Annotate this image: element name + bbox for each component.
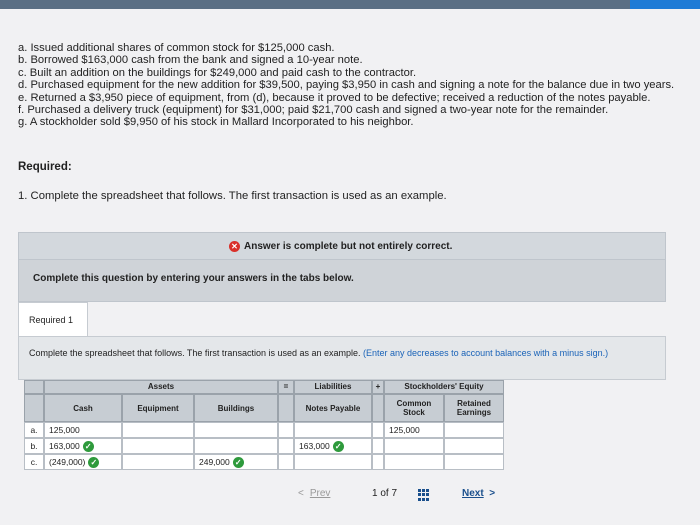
tab-panel — [18, 336, 666, 380]
transaction-g: g. A stockholder sold $9,950 of his stock in Mallard Incorporated to his neighbor. — [18, 116, 414, 129]
next-button[interactable] — [462, 488, 495, 499]
cell-b-cash-value: 163,000 — [49, 441, 80, 451]
answer-status-bar — [18, 232, 666, 260]
tab-label: Required 1 — [29, 315, 74, 325]
cell-c-gap-1 — [278, 454, 294, 470]
check-icon: ✓ — [233, 457, 244, 468]
cell-b-common-stock[interactable] — [384, 438, 444, 454]
cell-a-buildings — [194, 422, 278, 438]
answer-status — [229, 241, 452, 252]
cell-b-retained-earnings[interactable] — [444, 438, 504, 454]
col-cash: Cash — [44, 394, 122, 422]
cell-b-cash[interactable] — [44, 438, 122, 454]
tab-required-1[interactable] — [18, 302, 88, 336]
row-label-a: a. — [24, 422, 44, 438]
top-bar-accent — [630, 0, 700, 9]
page-total: 7 — [391, 488, 398, 499]
prev-label: Prev — [309, 488, 331, 499]
transaction-e: e. Returned a $3,950 piece of equipment, from (d), because it proved to be defective; received a reduction of the notes payable. — [18, 91, 651, 104]
cell-c-notes-payable[interactable] — [294, 454, 372, 470]
panel-instruction-main: Complete the spreadsheet that follows. The first transaction is used as an example. — [29, 348, 361, 358]
col-equipment: Equipment — [122, 394, 194, 422]
panel-instruction-note: (Enter any decreases to account balances with a minus sign.) — [363, 348, 609, 358]
page-of: of — [380, 488, 389, 499]
transaction-d: d. Purchased equipment for the new addition for $39,500, paying $3,950 in cash and signing a note for the balance due in two years. — [18, 79, 675, 92]
header-assets: Assets — [44, 380, 278, 394]
col-notes-payable: Notes Payable — [294, 394, 372, 422]
cell-b-gap-1 — [278, 438, 294, 454]
transaction-a: a. Issued additional shares of common stock for $125,000 cash. — [18, 42, 335, 54]
prev-button[interactable] — [298, 488, 330, 499]
chevron-right-icon: > — [486, 488, 496, 499]
grid-icon[interactable] — [418, 489, 430, 501]
next-label: Next — [462, 488, 484, 499]
check-icon: ✓ — [83, 441, 94, 452]
header-blank — [24, 380, 44, 394]
row-label-c: c. — [24, 454, 44, 470]
cell-b-notes-value: 163,000 — [299, 441, 330, 451]
chevron-left-icon: < — [298, 488, 304, 499]
cell-c-cash-value: (249,000) — [49, 457, 86, 467]
transaction-f: f. Purchased a delivery truck (equipment) for $31,000; paid $21,700 cash and signed a two-year note for the remainder. — [18, 104, 609, 117]
cell-a-gap-1 — [278, 422, 294, 438]
check-icon: ✓ — [88, 457, 99, 468]
col-gap-1 — [278, 394, 294, 422]
header-equity: Stockholders' Equity — [384, 380, 504, 394]
required-1-text: 1. Complete the spreadsheet that follows. The first transaction is used as an example. — [18, 190, 447, 202]
col-common-stock: Common Stock — [384, 394, 444, 422]
instruction-text: Complete this question by entering your answers in the tabs below. — [33, 273, 354, 284]
cell-b-equipment[interactable] — [122, 438, 194, 454]
cell-c-common-stock[interactable] — [384, 454, 444, 470]
header-plus: + — [372, 380, 384, 394]
col-buildings: Buildings — [194, 394, 278, 422]
cell-a-cash: 125,000 — [44, 422, 122, 438]
cell-c-equipment[interactable] — [122, 454, 194, 470]
cell-a-gap-2 — [372, 422, 384, 438]
answer-status-text: Answer is complete but not entirely correct. — [244, 241, 453, 252]
top-bar — [0, 0, 700, 9]
cell-a-retained-earnings — [444, 422, 504, 438]
error-icon: ✕ — [229, 241, 240, 252]
page-current: 1 — [372, 488, 378, 499]
transaction-b: b. Borrowed $163,000 cash from the bank and signed a 10-year note. — [18, 54, 363, 67]
check-icon: ✓ — [333, 441, 344, 452]
cell-b-gap-2 — [372, 438, 384, 454]
transaction-list — [18, 42, 698, 129]
cell-c-buildings-value: 249,000 — [199, 457, 230, 467]
cell-b-notes-payable[interactable] — [294, 438, 372, 454]
row-label-b: b. — [24, 438, 44, 454]
cell-c-buildings[interactable] — [194, 454, 278, 470]
transaction-c: c. Built an addition on the buildings for $249,000 and paid cash to the contractor. — [18, 66, 417, 79]
cell-b-buildings[interactable] — [194, 438, 278, 454]
header-liabilities: Liabilities — [294, 380, 372, 394]
cell-a-equipment — [122, 422, 194, 438]
header-equals: = — [278, 380, 294, 394]
cell-a-common-stock: 125,000 — [384, 422, 444, 438]
cell-c-gap-2 — [372, 454, 384, 470]
panel-instruction — [29, 348, 649, 358]
cell-c-cash[interactable] — [44, 454, 122, 470]
page-indicator — [372, 488, 397, 499]
col-blank — [24, 394, 44, 422]
required-heading: Required: — [18, 161, 72, 173]
cell-a-notes-payable — [294, 422, 372, 438]
col-retained-earnings: Retained Earnings — [444, 394, 504, 422]
cell-c-retained-earnings[interactable] — [444, 454, 504, 470]
instruction-bar — [18, 260, 666, 302]
col-gap-2 — [372, 394, 384, 422]
